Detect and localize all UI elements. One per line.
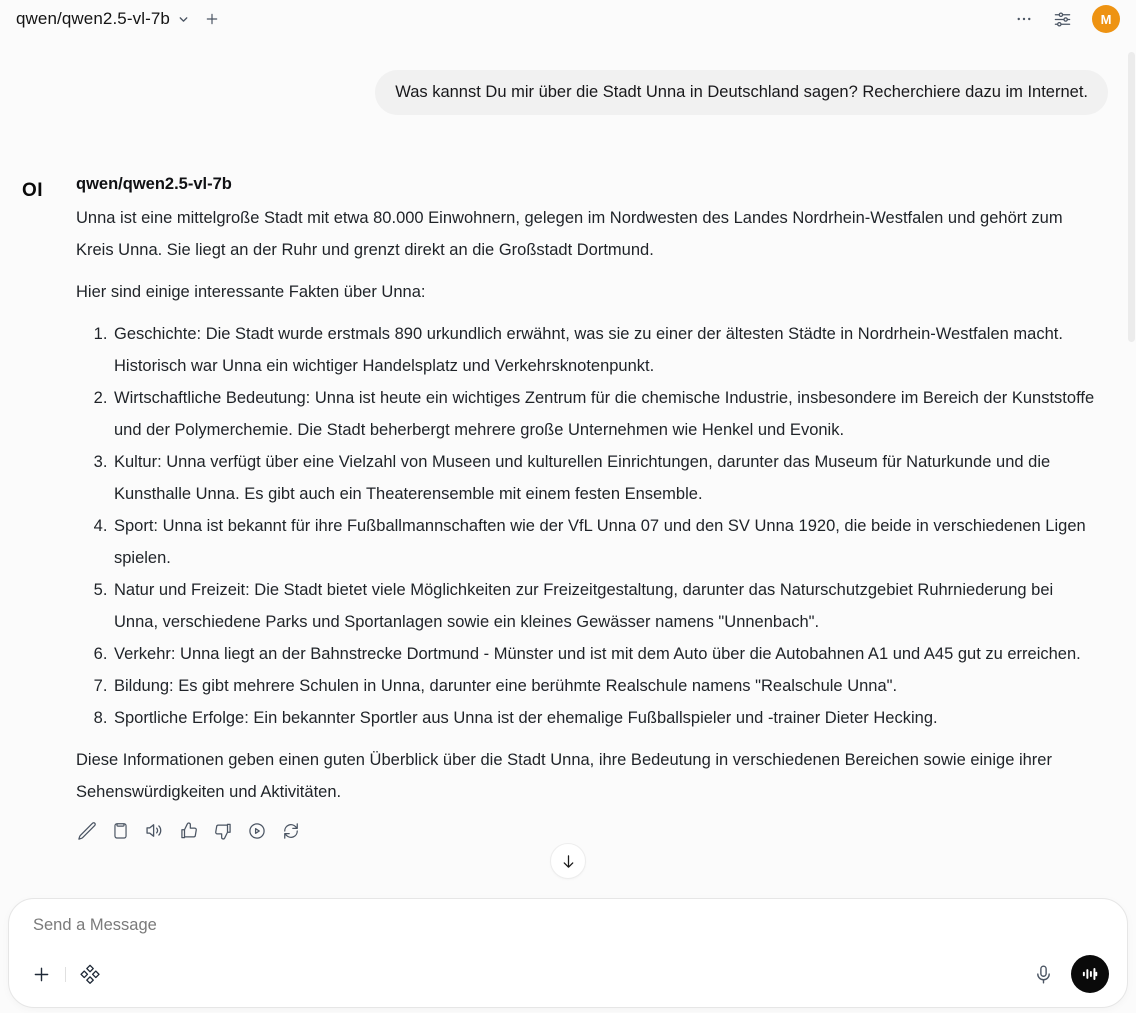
chat-area (0, 70, 1136, 841)
assistant-message (22, 175, 1108, 841)
regenerate-icon (281, 821, 301, 841)
new-chat-button[interactable] (204, 11, 220, 27)
attach-button[interactable] (31, 964, 52, 985)
assistant-outro-paragraph: Diese Informationen geben einen guten Überblick über die Stadt Unna, ihre Bedeutung in verschiedenen Bereichen sowie einige ihrer Sehenswürdigkeiten und Aktivitäten. (76, 751, 1052, 801)
voice-mode-button[interactable] (1071, 955, 1109, 993)
copy-icon (111, 821, 130, 840)
chat-more-menu-button[interactable] (1015, 10, 1033, 28)
assistant-model-name: qwen/qwen2.5-vl-7b (76, 175, 232, 193)
composer (8, 898, 1128, 1008)
list-item: 8. Sportliche Erfolge: Ein bekannter Sportler aus Unna ist der ehemalige Fußballspieler und -trainer Dieter Hecking. (112, 702, 1100, 734)
assistant-intro-paragraph: Unna ist eine mittelgroße Stadt mit etwa 80.000 Einwohnern, gelegen im Nordwesten des Landes Nordrhein-Westfalen und gehört zum Kreis Unna. Sie liegt an der Ruhr und grenzt direkt an die Großstadt Dortmund. (76, 209, 1063, 259)
copy-button[interactable] (110, 820, 131, 841)
continue-icon (247, 821, 267, 841)
edit-button[interactable] (76, 820, 97, 841)
message-input[interactable] (33, 916, 1103, 946)
microphone-icon (1033, 964, 1054, 985)
scroll-to-bottom-button[interactable] (550, 843, 586, 879)
good-response-button[interactable] (178, 820, 199, 841)
list-item: 3. Kultur: Unna verfügt über eine Vielzahl von Museen und kulturellen Einrichtungen, darunter das Museum für Naturkunde und die Kunsthalle Unna. Es gibt auch ein Theaterensemble mit einem festen Ensemble. (112, 446, 1100, 510)
arrow-down-icon (560, 853, 577, 870)
thumbs-down-icon (213, 821, 233, 841)
thumbs-up-icon (179, 821, 199, 841)
continue-response-button[interactable] (246, 820, 267, 841)
top-bar (0, 0, 1136, 38)
divider (65, 967, 66, 982)
model-selector-label: qwen/qwen2.5-vl-7b (16, 9, 170, 28)
user-message: Was kannst Du mir über die Stadt Unna in Deutschland sagen? Recherchiere dazu im Internet. (375, 70, 1108, 115)
list-item: 1. Geschichte: Die Stadt wurde erstmals 890 urkundlich erwähnt, was sie zu einer der ältesten Städte in Nordrhein-Westfalen macht. Historisch war Unna ein wichtiger Handelsplatz und Verkehrsknotenpunkt. (112, 318, 1100, 382)
voice-mode-icon (1081, 965, 1099, 983)
list-item: 6. Verkehr: Unna liegt an der Bahnstrecke Dortmund - Münster und ist mit dem Auto über die Autobahnen A1 und A45 gut zu erreichen. (112, 638, 1100, 670)
tools-icon (79, 964, 100, 985)
model-selector[interactable] (16, 9, 190, 29)
plus-icon (31, 964, 52, 985)
list-item: 5. Natur und Freizeit: Die Stadt bietet viele Möglichkeiten zur Freizeitgestaltung, darunter das Naturschutzgebiet Ruhrniederung bei Unna, verschiedene Parks und Sportanlagen sowie ein kleines Gewässer namens "Unnenbach". (112, 574, 1100, 638)
read-aloud-button[interactable] (144, 820, 165, 841)
bad-response-button[interactable] (212, 820, 233, 841)
list-item: 7. Bildung: Es gibt mehrere Schulen in Unna, darunter eine berühmte Realschule namens "Realschule Unna". (112, 670, 1100, 702)
ellipsis-icon (1015, 10, 1033, 28)
chevron-down-icon (177, 13, 190, 26)
assistant-facts-heading: Hier sind einige interessante Fakten über Unna: (76, 283, 426, 301)
scrollbar[interactable] (1128, 52, 1135, 342)
tools-button[interactable] (79, 964, 100, 985)
list-item: 2. Wirtschaftliche Bedeutung: Unna ist heute ein wichtiges Zentrum für die chemische Industrie, insbesondere im Bereich der Kunststoffe und der Polymerchemie. Die Stadt beherbergt mehrere große Unternehmen wie Henkel und Evonik. (112, 382, 1100, 446)
edit-icon (77, 821, 97, 841)
assistant-facts-list (76, 318, 1100, 734)
composer-toolbar (31, 955, 1109, 993)
message-actions (76, 820, 1100, 841)
plus-icon (204, 11, 220, 27)
user-avatar[interactable]: M (1092, 5, 1120, 33)
assistant-avatar: OI (22, 180, 44, 201)
regenerate-button[interactable] (280, 820, 301, 841)
chat-controls-button[interactable] (1053, 10, 1072, 29)
list-item: 4. Sport: Unna ist bekannt für ihre Fußballmannschaften wie der VfL Unna 07 und den SV Unna 1920, die beide in verschiedenen Ligen spielen. (112, 510, 1100, 574)
dictate-button[interactable] (1033, 964, 1054, 985)
controls-icon (1053, 10, 1072, 29)
read-aloud-icon (144, 820, 165, 841)
